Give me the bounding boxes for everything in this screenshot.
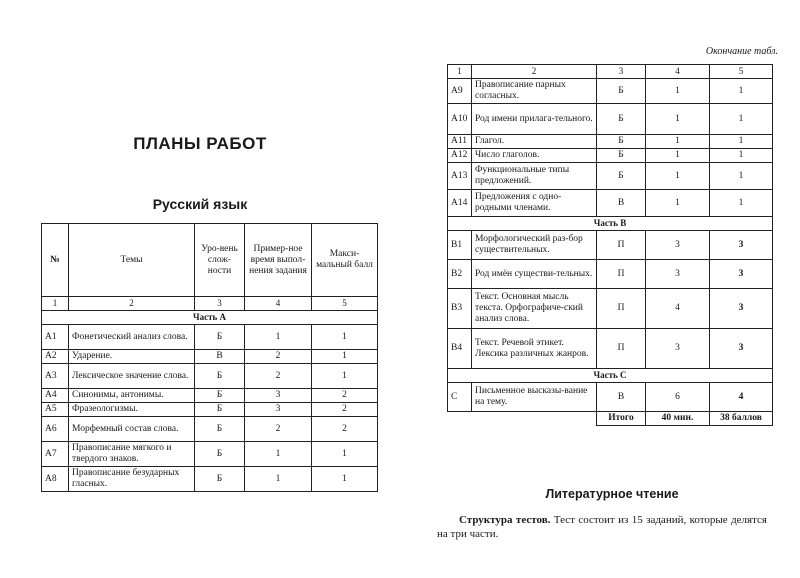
table-row (448, 260, 773, 289)
task-id: А9 (448, 79, 472, 104)
column-number: 3 (195, 297, 245, 311)
task-level: Б (597, 163, 646, 190)
task-level: Б (195, 403, 245, 417)
column-number-row (448, 65, 773, 79)
task-score: 1 (710, 79, 773, 104)
task-id: А10 (448, 104, 472, 135)
task-score: 1 (710, 190, 773, 217)
russian-plan-table (41, 223, 378, 492)
task-topic: Текст. Речевой этикет. Лексика различных жанров. (472, 329, 597, 369)
task-id: А1 (42, 325, 69, 350)
task-time: 1 (646, 104, 710, 135)
task-topic: Ударение. (69, 350, 195, 364)
task-level: Б (597, 79, 646, 104)
structure-body: Тест состоит из 15 заданий, которые делятся на три части. (437, 514, 767, 540)
task-id: А14 (448, 190, 472, 217)
task-id: А2 (42, 350, 69, 364)
table-row (448, 135, 773, 149)
column-number: 5 (312, 297, 378, 311)
task-time: 3 (245, 403, 312, 417)
task-time: 1 (245, 325, 312, 350)
column-number: 2 (69, 297, 195, 311)
table-row (448, 190, 773, 217)
task-id: В1 (448, 231, 472, 260)
task-id: А6 (42, 417, 69, 442)
task-topic: Правописание парных согласных. (472, 79, 597, 104)
task-level: П (597, 329, 646, 369)
task-score: 3 (710, 329, 773, 369)
table-row (42, 403, 378, 417)
task-topic: Правописание мягкого и твердого знаков. (69, 442, 195, 467)
task-id: А12 (448, 149, 472, 163)
task-score: 3 (710, 231, 773, 260)
task-id: В4 (448, 329, 472, 369)
task-id: С (448, 383, 472, 412)
task-score: 1 (710, 135, 773, 149)
total-row (448, 412, 773, 426)
column-number: 1 (448, 65, 472, 79)
table-row (448, 329, 773, 369)
task-topic: Предложения с одно-родными членами. (472, 190, 597, 217)
table-row (448, 289, 773, 329)
task-topic: Число глаголов. (472, 149, 597, 163)
task-score: 1 (710, 149, 773, 163)
literature-structure-text (437, 513, 767, 541)
header-topics: Темы (69, 224, 195, 297)
task-score: 4 (710, 383, 773, 412)
header-num: № (42, 224, 69, 297)
task-level: Б (597, 104, 646, 135)
column-number: 4 (646, 65, 710, 79)
task-level: Б (195, 325, 245, 350)
task-topic: Род имени прилага-тельного. (472, 104, 597, 135)
task-level: П (597, 231, 646, 260)
literature-title: Литературное чтение (545, 487, 679, 501)
task-time: 2 (245, 417, 312, 442)
page-title: ПЛАНЫ РАБОТ (133, 134, 267, 153)
task-time: 3 (646, 329, 710, 369)
table-row (42, 467, 378, 492)
task-level: Б (195, 364, 245, 389)
table-row (42, 350, 378, 364)
section-a-label: Часть А (42, 311, 378, 325)
task-topic: Фонетический анализ слова. (69, 325, 195, 350)
column-number: 4 (245, 297, 312, 311)
column-number: 2 (472, 65, 597, 79)
task-time: 1 (646, 135, 710, 149)
task-time: 1 (245, 442, 312, 467)
column-number-row (42, 297, 378, 311)
task-score: 1 (312, 364, 378, 389)
task-time: 2 (245, 364, 312, 389)
task-topic: Синонимы, антонимы. (69, 389, 195, 403)
task-time: 1 (646, 79, 710, 104)
task-level: Б (195, 389, 245, 403)
task-time: 4 (646, 289, 710, 329)
task-time: 1 (646, 190, 710, 217)
section-row (42, 311, 378, 325)
task-topic: Глагол. (472, 135, 597, 149)
task-topic: Правописание безударных гласных. (69, 467, 195, 492)
task-topic: Лексическое значение слова. (69, 364, 195, 389)
task-level: П (597, 289, 646, 329)
task-score: 2 (312, 417, 378, 442)
task-topic: Текст. Основная мысль текста. Орфографиче-ский анализ слова. (472, 289, 597, 329)
table-row (448, 149, 773, 163)
task-topic: Морфемный состав слова. (69, 417, 195, 442)
task-level: Б (195, 417, 245, 442)
task-score: 1 (312, 442, 378, 467)
task-score: 1 (710, 163, 773, 190)
table-continuation-note: Окончание табл. (705, 46, 778, 57)
task-id: А5 (42, 403, 69, 417)
task-topic: Письменное высказы-вание на тему. (472, 383, 597, 412)
section-row (448, 217, 773, 231)
task-time: 1 (245, 467, 312, 492)
task-score: 1 (312, 467, 378, 492)
total-score: 38 баллов (710, 412, 773, 426)
task-level: Б (195, 442, 245, 467)
column-number: 5 (710, 65, 773, 79)
task-score: 1 (312, 325, 378, 350)
table-row (42, 364, 378, 389)
task-id: А3 (42, 364, 69, 389)
task-score: 2 (312, 403, 378, 417)
task-id: А8 (42, 467, 69, 492)
task-id: А11 (448, 135, 472, 149)
task-id: А13 (448, 163, 472, 190)
table-row (448, 383, 773, 412)
section-c-label: Часть С (448, 369, 773, 383)
total-label: Итого (597, 412, 646, 426)
task-time: 2 (245, 350, 312, 364)
task-level: В (597, 383, 646, 412)
header-level: Уро-вень слож-ности (195, 224, 245, 297)
structure-heading: Структура тестов. (459, 514, 551, 526)
table-row (42, 389, 378, 403)
column-number: 3 (597, 65, 646, 79)
task-score: 3 (710, 289, 773, 329)
task-id: А4 (42, 389, 69, 403)
task-score: 3 (710, 260, 773, 289)
task-time: 6 (646, 383, 710, 412)
total-spacer (448, 412, 597, 426)
subject-title: Русский язык (152, 196, 248, 212)
section-row (448, 369, 773, 383)
task-time: 3 (646, 231, 710, 260)
task-score: 2 (312, 389, 378, 403)
table-row (448, 79, 773, 104)
task-score: 1 (312, 350, 378, 364)
task-time: 1 (646, 163, 710, 190)
task-time: 3 (646, 260, 710, 289)
table-row (448, 104, 773, 135)
task-id: В3 (448, 289, 472, 329)
table-row (42, 417, 378, 442)
task-level: В (195, 350, 245, 364)
task-topic: Функциональные типы предложений. (472, 163, 597, 190)
column-number: 1 (42, 297, 69, 311)
task-time: 3 (245, 389, 312, 403)
task-id: В2 (448, 260, 472, 289)
task-level: П (597, 260, 646, 289)
header-time: Пример-ное время выпол-нения задания (245, 224, 312, 297)
total-time: 40 мин. (646, 412, 710, 426)
table-row (448, 163, 773, 190)
task-level: Б (195, 467, 245, 492)
task-level: Б (597, 135, 646, 149)
task-topic: Морфологический раз-бор существительных. (472, 231, 597, 260)
task-id: А7 (42, 442, 69, 467)
task-level: В (597, 190, 646, 217)
task-level: Б (597, 149, 646, 163)
table-row (42, 442, 378, 467)
task-topic: Фразеологизмы. (69, 403, 195, 417)
header-max-score: Макси-мальный балл (312, 224, 378, 297)
task-topic: Род имён существи-тельных. (472, 260, 597, 289)
table-header-row (42, 224, 378, 297)
russian-plan-table-continued (447, 64, 773, 426)
task-time: 1 (646, 149, 710, 163)
task-score: 1 (710, 104, 773, 135)
section-b-label: Часть В (448, 217, 773, 231)
table-row (42, 325, 378, 350)
table-row (448, 231, 773, 260)
